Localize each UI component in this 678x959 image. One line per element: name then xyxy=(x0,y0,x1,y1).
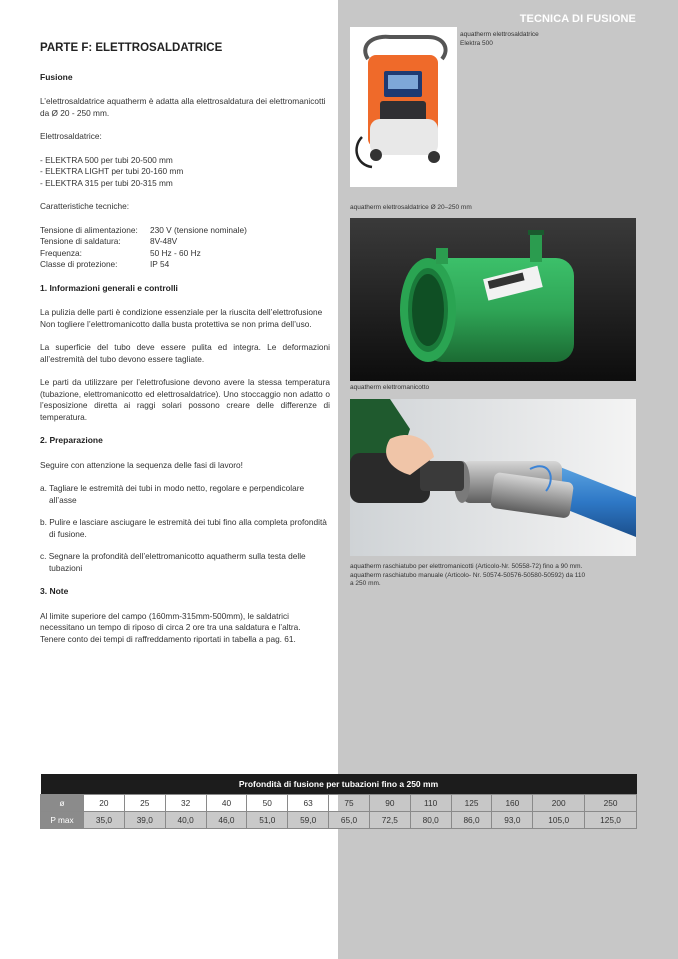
welders-label: Elettrosaldatrice: xyxy=(40,131,102,141)
section-1-paragraph: Le parti da utilizzare per l’elettrofusione devono avere la stessa temperatura (tubazione, elettromanicotto ed elettrosaldatrice). Uno stoccaggio non adatto o l’esposizione diretta ai raggi solari possono creare delle differenze di temperatura. xyxy=(40,377,330,422)
table-cell: 25 xyxy=(124,795,165,812)
spec-label: Classe di protezione: xyxy=(40,259,118,269)
table-cell: 39,0 xyxy=(124,812,165,829)
spec-value: 8V-48V xyxy=(150,236,178,246)
fusion-heading: Fusione xyxy=(40,71,73,82)
table-cell: 200 xyxy=(533,795,585,812)
scraper-caption xyxy=(350,563,640,589)
welders-list xyxy=(40,155,330,190)
table-cell: 65,0 xyxy=(329,812,370,829)
table-cell: 46,0 xyxy=(206,812,247,829)
steps-list xyxy=(40,483,330,574)
table-row xyxy=(41,795,637,812)
page-title: PARTE F: ELETTROSALDATRICE xyxy=(40,42,223,54)
table-cell: 51,0 xyxy=(247,812,288,829)
table-cell: 80,0 xyxy=(410,812,451,829)
list-item: - ELEKTRA 315 per tubi 20-315 mm xyxy=(40,177,173,188)
spec-label: Tensione di saldatura: xyxy=(40,236,121,246)
row-label-pmax: P max xyxy=(41,812,84,829)
table-cell: 50 xyxy=(247,795,288,812)
table-cell: 93,0 xyxy=(492,812,533,829)
coupler-photo xyxy=(350,218,636,381)
caption-line: a 250 mm. xyxy=(350,580,381,587)
table-cell: 125,0 xyxy=(585,812,637,829)
note-line: Al limite superiore del campo (160mm-315mm-500mm), le saldatrici necessitano un tempo di riposo di circa 2 ore tra una saldatura e l’altra. xyxy=(40,610,301,632)
section-title: TECNICA DI FUSIONE xyxy=(519,13,636,25)
table-row xyxy=(41,812,637,829)
table-cell: 72,5 xyxy=(369,812,410,829)
table-cell: 110 xyxy=(410,795,451,812)
caption-line: aquatherm raschiatubo per elettromanicotti (Articolo-Nr. 50558-72) fino a 90 mm. xyxy=(350,563,583,570)
table-cell: 86,0 xyxy=(451,812,492,829)
table-cell: 63 xyxy=(288,795,329,812)
table-cell: 40 xyxy=(206,795,247,812)
table-cell: 75 xyxy=(329,795,370,812)
section-3-heading: 3. Note xyxy=(40,586,69,596)
intro-paragraph: L’elettrosaldatrice aquatherm è adatta alla elettrosaldatura dei elettromanicotti da Ø 20 - 250 mm. xyxy=(40,96,326,118)
spec-label: Frequenza: xyxy=(40,247,82,258)
section-1-paragraph: La pulizia delle parti è condizione essenziale per la riuscita dell’elettrofusione Non togliere l’elettromanicotto dalla busta protettiva se non prima dell’uso. xyxy=(40,307,323,329)
table-header-row xyxy=(41,774,637,795)
spec-value: 50 Hz - 60 Hz xyxy=(150,247,201,258)
table-cell: 105,0 xyxy=(533,812,585,829)
spec-label: Tensione di alimentazione: xyxy=(40,224,138,235)
list-item: - ELEKTRA 500 per tubi 20-500 mm xyxy=(40,154,173,165)
table-cell: 32 xyxy=(165,795,206,812)
table-cell: 250 xyxy=(585,795,637,812)
list-item: b. Pulire e lasciare asciugare le estremità dei tubi fino alla completa profondità di fusione. xyxy=(40,517,327,539)
fusion-depth-table-wrap xyxy=(40,774,637,829)
coupler-illustration xyxy=(350,218,636,381)
table-title: Profondità di fusione per tubazioni fino a 250 mm xyxy=(41,774,637,795)
row-label-diameter: ø xyxy=(41,795,84,812)
welder-illustration xyxy=(350,27,457,187)
section-2-heading: 2. Preparazione xyxy=(40,435,103,445)
spec-value: 230 V (tensione nominale) xyxy=(150,224,247,235)
scraper-photo xyxy=(350,399,636,556)
caption-line: aquatherm raschiatubo manuale (Articolo- Nr. 50574-50576-50580-50592) da 110 xyxy=(350,571,586,579)
list-item: - ELEKTRA LIGHT per tubi 20-160 mm xyxy=(40,166,184,176)
note-line: Tenere conto dei tempi di raffreddamento riportati in tabella a pag. 61. xyxy=(40,633,296,644)
table-cell: 20 xyxy=(84,795,125,812)
caption-line: aquatherm elettrosaldatrice xyxy=(460,31,539,38)
table-cell: 90 xyxy=(369,795,410,812)
table-cell: 160 xyxy=(492,795,533,812)
table-cell: 40,0 xyxy=(165,812,206,829)
specs-grid xyxy=(40,225,330,271)
list-item: a. Tagliare le estremità dei tubi in modo netto, regolare e perpendicolare all’asse xyxy=(40,483,305,505)
welder-caption xyxy=(460,31,539,48)
caption-line: Elektra 500 xyxy=(460,39,493,47)
table-cell: 35,0 xyxy=(84,812,125,829)
section-2-intro: Seguire con attenzione la sequenza delle fasi di lavoro! xyxy=(40,459,243,470)
welder-caption-below: aquatherm elettrosaldatrice Ø 20–250 mm xyxy=(350,204,472,211)
section-3-paragraph xyxy=(40,611,330,646)
main-text-column xyxy=(40,43,330,645)
fusion-depth-table xyxy=(40,774,637,829)
table-cell: 59,0 xyxy=(288,812,329,829)
scraper-illustration xyxy=(350,399,636,556)
specs-label: Caratteristiche tecniche: xyxy=(40,201,130,211)
table-cell: 125 xyxy=(451,795,492,812)
list-item: c. Segnare la profondità dell’elettromanicotto aquatherm sulla testa delle tubazioni xyxy=(40,551,306,573)
section-1-heading: 1. Informazioni generali e controlli xyxy=(40,282,178,293)
section-1-paragraph: La superficie del tubo deve essere pulita ed integra. Le deformazioni all’estremità del tubo devono essere tagliate. xyxy=(40,342,330,364)
coupler-caption: aquatherm elettromanicotto xyxy=(350,384,430,391)
spec-value: IP 54 xyxy=(150,259,170,269)
welder-photo xyxy=(350,27,457,187)
